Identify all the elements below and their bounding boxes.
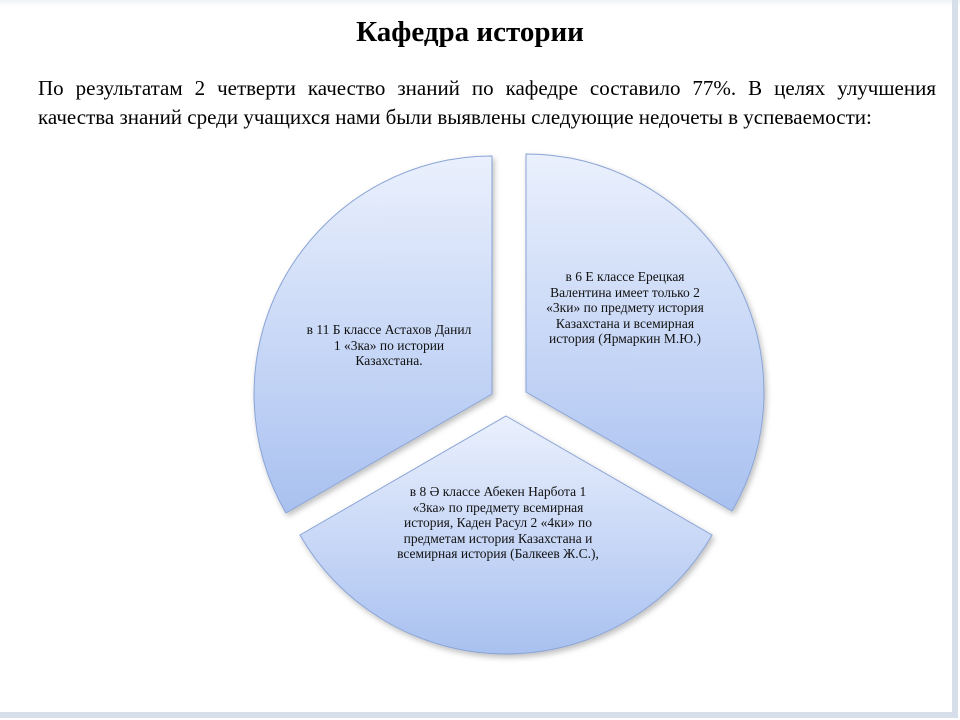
segment-label-8a: в 8 Ә классе Абекен Нарбота 1 «3ка» по предмету всемирная история, Каден Расул 2 «4ки» по предметам история Казахстана и всемирная история (Балкеев Ж.С.), xyxy=(397,484,599,561)
segment-label-6e: в 6 Е классе Ерецкая Валентина имеет только 2 «3ки» по предмету история Казахстана и всемирная история (Ярмаркин М.Ю.) xyxy=(546,269,704,346)
intro-paragraph: По результатам 2 четверти качество знаний по кафедре составило 77%. В целях улучшения качества знаний среди учащихся нами были выявлены следующие недочеты в успеваемости: xyxy=(38,76,936,129)
page-title: Кафедра истории xyxy=(356,16,584,48)
segment-label-11b: в 11 Б классе Астахов Данил 1 «3ка» по истории Казахстана. xyxy=(306,322,472,368)
